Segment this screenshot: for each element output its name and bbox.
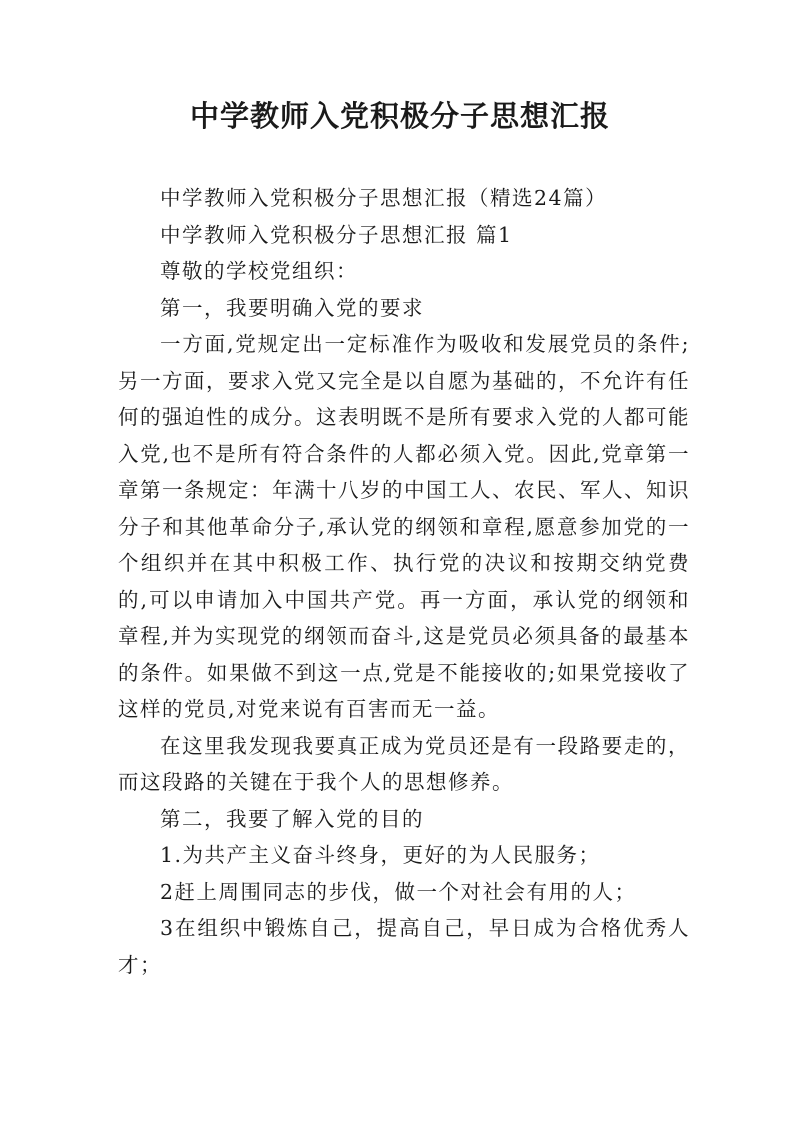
paragraph-body: 在这里我发现我要真正成为党员还是有一段路要走的，而这段路的关键在于我个人的思想修养。 — [118, 733, 690, 794]
document-body — [118, 180, 690, 983]
document-title: 中学教师入党积极分子思想汇报 — [189, 99, 610, 133]
list-item: 1.为共产主义奋斗终身，更好的为人民服务； — [160, 843, 601, 867]
paragraph-point-two-heading: 第二，我要了解入党的目的 — [160, 806, 424, 831]
list-item: 2赶上周围同志的步伐，做一个对社会有用的人； — [160, 879, 637, 904]
paragraph-body: 一方面,党规定出一定标准作为吸收和发展党员的条件;另一方面，要求入党又完全是以自愿为基础的，不允许有任何的强迫性的成分。这表明既不是所有要求入党的人都可能入党,也不是所有符合条件的人都必须入党。因此,党章第一章第一条规定：年满十八岁的中国工人、农民、军人、知识分子和其他革命分子,承认党的纲领和章程,愿意参加党的一个组织并在其中积极工作、执行党的决议和按期交纳党费的,可以申请加入中国共产党。再一方面，承认党的纲领和章程,并为实现党的纲领而奋斗,这是党员必须具备的最基本的条件。如果做不到这一点,党是不能接收的;如果党接收了这样的党员,对党来说有百害而无一益。 — [118, 332, 690, 721]
paragraph-point-one-heading: 第一，我要明确入党的要求 — [160, 295, 424, 320]
paragraph-subtitle: 中学教师入党积极分子思想汇报（精选24篇） — [160, 186, 608, 210]
paragraph-salutation: 尊敬的学校党组织： — [160, 259, 358, 283]
list-item: 3在组织中锻炼自己，提高自己，早日成为合格优秀人才； — [118, 916, 690, 977]
paragraph-section-heading: 中学教师入党积极分子思想汇报 篇1 — [160, 222, 513, 247]
